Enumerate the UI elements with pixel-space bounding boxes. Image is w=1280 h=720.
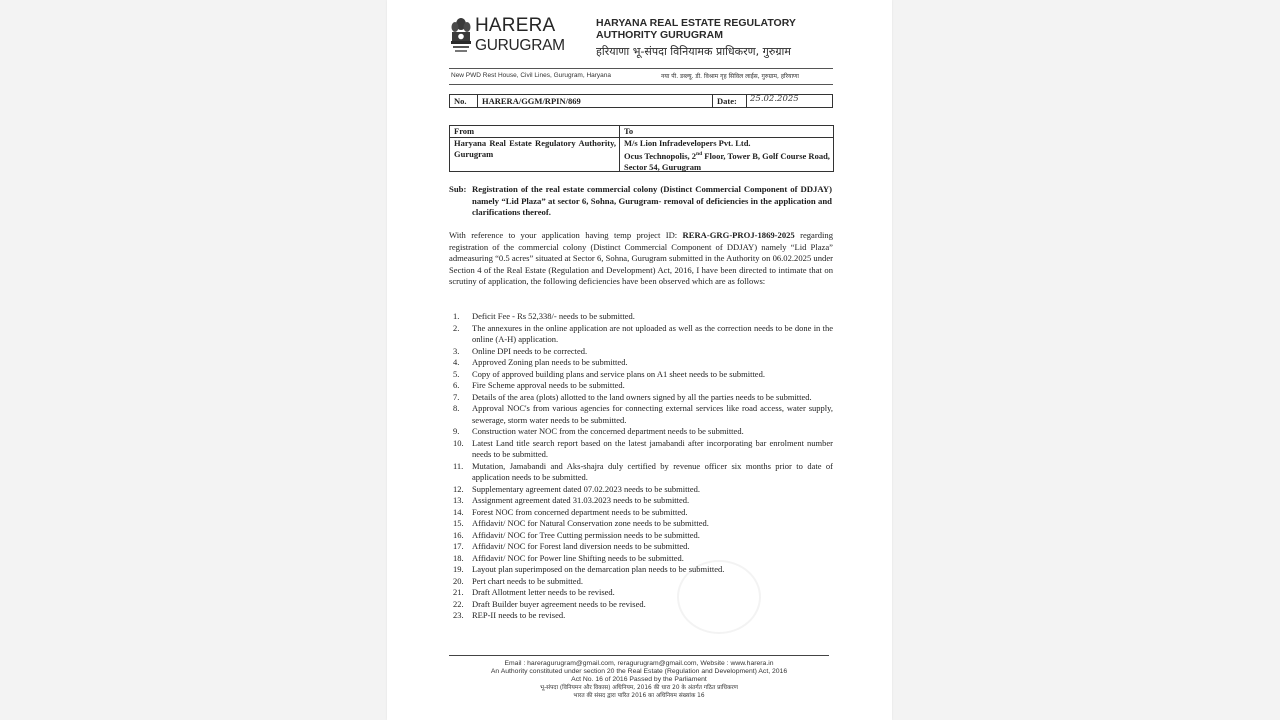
- footer-hindi-line-2: भारत की संसद द्वारा पारित 2016 का अधिनियम संख्यांक 16: [573, 693, 705, 699]
- list-item-number: 22.: [453, 598, 464, 609]
- logo-text-gurugram: GURUGRAM: [475, 37, 565, 54]
- reference-no-label: No.: [454, 96, 467, 106]
- reference-box: [449, 94, 833, 108]
- from-to-table: [449, 125, 834, 172]
- list-item: [449, 553, 833, 565]
- list-item-text: Affidavit/ NOC for Tree Cutting permission needs to be submitted.: [472, 529, 700, 540]
- list-item-number: 11.: [453, 460, 464, 471]
- list-item-number: 20.: [453, 575, 464, 586]
- list-item: [449, 507, 833, 519]
- harera-logo: [449, 14, 565, 60]
- list-item-number: 7.: [453, 391, 460, 402]
- list-item-number: 3.: [453, 345, 460, 356]
- list-item-text: Deficit Fee - Rs 52,338/- needs to be submitted.: [472, 311, 635, 321]
- list-item: [449, 484, 833, 496]
- divider: [712, 95, 713, 107]
- list-item: [449, 576, 833, 588]
- list-item-number: 1.: [453, 311, 460, 321]
- list-item: [449, 369, 833, 381]
- list-item-text: Mutation, Jamabandi and Aks-shajra duly certified by revenue officer six months prior to date of application needs to be submitted.: [472, 460, 833, 482]
- list-item: [449, 403, 833, 426]
- handwritten-date: 25.02.2025: [750, 94, 799, 104]
- list-item-text: Online DPI needs to be corrected.: [472, 345, 588, 356]
- list-item-number: 10.: [453, 437, 464, 448]
- date-label: Date:: [717, 96, 737, 106]
- list-item-text: Draft Allotment letter needs to be revised.: [472, 587, 615, 597]
- footer-line-3: Act No. 16 of 2016 Passed by the Parliament: [571, 676, 707, 683]
- list-item-number: 23.: [453, 610, 464, 620]
- list-item: [449, 392, 833, 404]
- list-item-text: REP-II needs to be revised.: [472, 610, 566, 620]
- organization-name: [596, 17, 796, 41]
- address-english: New PWD Rest House, Civil Lines, Gurugram, Haryana: [451, 72, 612, 79]
- org-name-line2: AUTHORITY GURUGRAM: [596, 29, 723, 41]
- list-item-number: 18.: [453, 552, 464, 563]
- to-header: To: [624, 126, 634, 136]
- list-item: [449, 346, 833, 358]
- list-item-text: Details of the area (plots) allotted to the land owners signed by all the parties needs to be submitted.: [472, 391, 812, 402]
- recipient-address: Ocus Technopolis, 2nd Floor, Tower B, Golf Course Road, Sector 54, Gurugram: [624, 150, 830, 172]
- list-item-text: Supplementary agreement dated 07.02.2023 needs to be submitted.: [472, 483, 701, 494]
- reference-number: HARERA/GGM/RPIN/869: [482, 96, 581, 106]
- list-item-text: Layout plan superimposed on the demarcation plan needs to be submitted.: [472, 564, 725, 574]
- body-paragraph: With reference to your application having temp project ID: RERA-GRG-PROJ-1869-2025 regarding registration of the commercial colony (Distinct Commercial Component of DDJAY) namely “Lid Plaza” admeasuring “0.5 acres” situated at Sector 6, Sohna, Gurugram submitted in the Authority on 06.02.2025 under Section 4 of the Real Estate (Regulation and Development) Act, 2016, I have been directed to intimate that on scrutiny of application, the following deficiencies have been observed which are as follows:: [449, 230, 834, 286]
- divider: [746, 95, 747, 107]
- list-item-text: The annexures in the online application are not uploaded as well as the correction needs to be done in the online (A-H) application.: [472, 322, 833, 344]
- list-item-number: 21.: [453, 587, 464, 597]
- list-item-number: 12.: [453, 483, 464, 494]
- list-item-number: 4.: [453, 357, 460, 367]
- list-item: [449, 518, 833, 530]
- recipient-name: M/s Lion Infradevelopers Pvt. Ltd.: [624, 138, 751, 148]
- to-recipient: [624, 138, 830, 173]
- project-id: RERA-GRG-PROJ-1869-2025: [682, 230, 795, 240]
- list-item: [449, 438, 833, 461]
- list-item-text: Copy of approved building plans and service plans on A1 sheet needs to be submitted.: [472, 368, 765, 379]
- list-item-number: 17.: [453, 541, 464, 551]
- footer: [449, 660, 829, 700]
- from-header: From: [454, 126, 475, 136]
- list-item: [449, 599, 833, 611]
- list-item: [449, 426, 833, 438]
- logo-text-harera: HARERA: [475, 15, 556, 36]
- letter-page: [387, 0, 892, 720]
- org-name-line1: HARYANA REAL ESTATE REGULATORY: [596, 17, 796, 29]
- address-hindi: नया पी. डब्ल्यू. डी. विश्राम गृह सिविल लाईंस, गुरुग्राम, हरियाणा: [661, 73, 799, 80]
- list-item: [449, 311, 833, 323]
- list-item: [449, 495, 833, 507]
- list-item-number: 9.: [453, 426, 460, 436]
- list-item-number: 6.: [453, 380, 460, 390]
- list-item-number: 15.: [453, 518, 464, 528]
- footer-hindi-line-1: भू-संपदा (विनियमन और विकास) अधिनियम, 2016 की धारा 20 के अंतर्गत गठित प्राधिकरण: [540, 685, 738, 691]
- faint-stamp: [677, 560, 761, 634]
- state-emblem-icon: [449, 16, 473, 56]
- list-item-text: Forest NOC from concerned department needs to be submitted.: [472, 506, 688, 517]
- list-item: [449, 461, 833, 484]
- list-item-number: 13.: [453, 495, 464, 505]
- list-item-number: 5.: [453, 368, 460, 379]
- list-item-text: Affidavit/ NOC for Forest land diversion needs to be submitted.: [472, 541, 690, 551]
- list-item-number: 16.: [453, 529, 464, 540]
- footer-rule: [449, 655, 829, 656]
- list-item: [449, 564, 833, 576]
- list-item-number: 14.: [453, 506, 464, 517]
- list-item-text: Construction water NOC from the concerned department needs to be submitted.: [472, 426, 744, 436]
- footer-line-2: An Authority constituted under section 20 the Real Estate (Regulation and Development) Act, 2016: [490, 668, 788, 675]
- list-item: [449, 357, 833, 369]
- list-item-text: Fire Scheme approval needs to be submitted.: [472, 380, 625, 390]
- footer-email-line: Email : hareragurugram@gmail.com, reragurugram@gmail.com, Website : www.harera.in: [504, 660, 774, 667]
- from-sender: Haryana Real Estate Regulatory Authority, Gurugram: [454, 138, 616, 159]
- list-item-text: Affidavit/ NOC for Natural Conservation zone needs to be submitted.: [472, 518, 709, 528]
- list-item-number: 2.: [453, 322, 460, 333]
- list-item-number: 19.: [453, 564, 464, 574]
- address-bottom-rule: [449, 84, 833, 85]
- subject-label: Sub:: [449, 184, 467, 194]
- list-item: [449, 610, 833, 622]
- deficiency-list: [449, 311, 833, 622]
- organization-name-hindi: हरियाणा भू-संपदा विनियामक प्राधिकरण, गुरुग्राम: [596, 45, 791, 58]
- list-item: [449, 380, 833, 392]
- list-item-number: 8.: [453, 403, 460, 413]
- list-item-text: Pert chart needs to be submitted.: [472, 575, 583, 586]
- list-item: [449, 587, 833, 599]
- list-item: [449, 323, 833, 346]
- divider: [477, 95, 478, 107]
- list-item: [449, 541, 833, 553]
- address-top-rule: [449, 68, 833, 69]
- list-item-text: Approved Zoning plan needs to be submitted.: [472, 357, 628, 367]
- list-item-text: Affidavit/ NOC for Power line Shifting needs to be submitted.: [472, 552, 684, 563]
- list-item: [449, 530, 833, 542]
- list-item-text: Latest Land title search report based on the latest jamabandi after incorporating bar enrolment number needs to be submitted.: [472, 437, 833, 459]
- list-item-text: Draft Builder buyer agreement needs to be revised.: [472, 598, 646, 609]
- list-item-text: Assignment agreement dated 31.03.2023 needs to be submitted.: [472, 495, 690, 505]
- subject-text: Registration of the real estate commercial colony (Distinct Commercial Component of DDJAY) namely “Lid Plaza” at sector 6, Sohna, Gurugram- removal of deficiencies in the application and clarifications thereof.: [472, 184, 832, 217]
- list-item-text: Approval NOC's from various agencies for connecting external services like road access, water supply, sewerage, storm water needs to be submitted.: [472, 403, 833, 425]
- divider: [619, 126, 620, 171]
